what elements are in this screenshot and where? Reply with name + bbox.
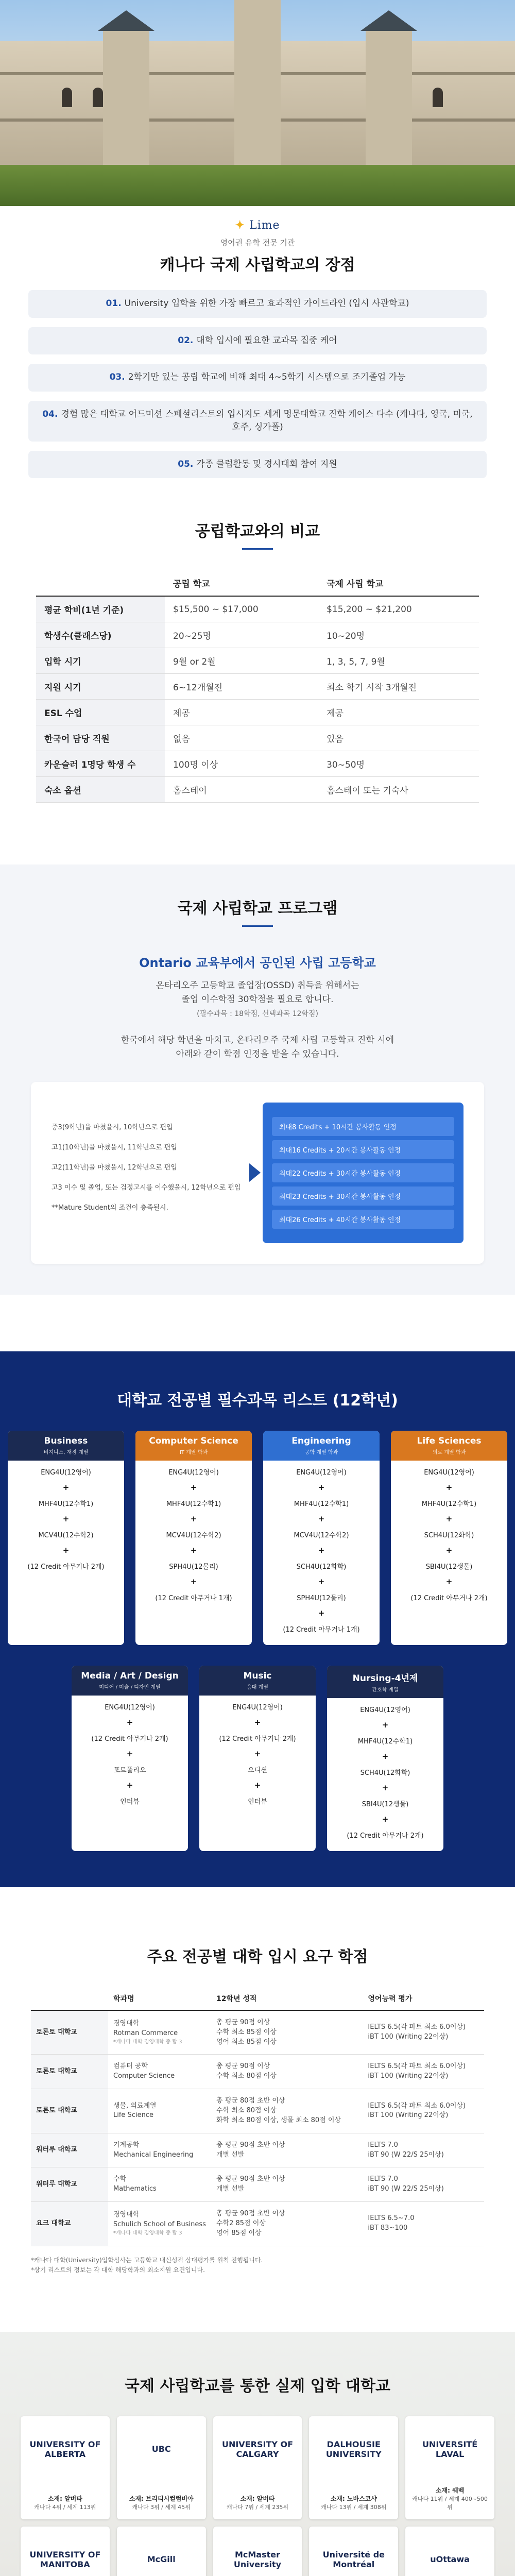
- university-location: 소재: 노바스코샤: [330, 2495, 377, 2503]
- course-name: Media / Art / Design: [81, 1670, 179, 1681]
- course-subjects: [391, 1461, 507, 1605]
- university-logo: Université de Montréal: [322, 2549, 385, 2569]
- major-cell: [108, 2133, 211, 2167]
- plus-sign: +: [445, 1482, 453, 1492]
- course-header: [72, 1666, 188, 1696]
- major-cell: [108, 2167, 211, 2202]
- table-cell: 카운슬러 1명당 학생 수: [36, 751, 165, 777]
- university-logo: uOttawa: [430, 2554, 470, 2565]
- table-cell: 홈스테이 또는 기숙사: [318, 777, 479, 803]
- course-subject: (12 Credit 아무거나 1개): [155, 1594, 232, 1602]
- table-row: [36, 596, 479, 622]
- course-subtitle: 간호학 계열: [372, 1687, 399, 1693]
- course-subtitle: 비지니스, 재경 계열: [43, 1449, 89, 1455]
- course-subject: (12 Credit 아무거나 1개): [283, 1625, 360, 1634]
- compare-table: [36, 570, 479, 803]
- intro-section: [0, 206, 515, 478]
- university-card: [117, 2527, 206, 2576]
- table-row: [36, 674, 479, 700]
- course-subject: ENG4U(12영어): [105, 1703, 155, 1711]
- course-subject: SCH4U(12화학): [424, 1531, 474, 1539]
- plus-sign: +: [445, 1514, 453, 1523]
- major-note: *캐나다 대학 경영대학 중 탑 3: [113, 2039, 182, 2045]
- course-header: [391, 1431, 507, 1461]
- table-row: [31, 2010, 484, 2055]
- major-en: Life Science: [113, 2111, 153, 2120]
- course-header: [8, 1431, 124, 1461]
- course-subject: 포트폴리오: [113, 1766, 146, 1774]
- university-card: [21, 2416, 110, 2519]
- university-name: 토론토 대학교: [31, 2010, 108, 2055]
- major-kr: 경영대학: [113, 2020, 140, 2028]
- course-subject: ENG4U(12영어): [41, 1468, 91, 1477]
- university-rank: 캐나다 7위 / 세계 235위: [226, 2504, 289, 2511]
- course-subject: MCV4U(12수학2): [38, 1531, 94, 1539]
- program-subtitle: Ontario 교육부에서 공인된 사립 고등학교: [139, 956, 376, 970]
- table-cell: 6~12개월전: [165, 674, 318, 700]
- plus-sign: +: [254, 1749, 261, 1758]
- table-cell: 제공: [318, 700, 479, 725]
- university-info: [129, 2494, 194, 2512]
- course-name: Business: [44, 1435, 88, 1446]
- course-header: [199, 1666, 316, 1696]
- plus-sign: +: [318, 1545, 325, 1555]
- course-card: [199, 1666, 316, 1851]
- table-cell: 학생수(클래스당): [36, 622, 165, 648]
- university-card: [309, 2416, 398, 2519]
- course-name: Nursing-4년제: [352, 1673, 418, 1684]
- english-requirement: IELTS 6.5~7.0 iBT 83~100: [363, 2202, 484, 2246]
- course-subjects: [199, 1696, 316, 1809]
- major-kr: 생물, 의료계열: [113, 2102, 157, 2110]
- major-kr: 기계공학: [113, 2141, 140, 2149]
- course-card: [391, 1431, 507, 1645]
- english-requirement: IELTS 7.0 iBT 90 (W 22/S 25이상): [363, 2167, 484, 2202]
- table-header-row: 학과명 12학년 성적 영어능력 평가: [31, 1987, 484, 2010]
- university-info: [227, 2494, 288, 2512]
- course-subject: MHF4U(12수학1): [421, 1500, 477, 1508]
- table-row: [31, 2167, 484, 2202]
- university-card: [309, 2527, 398, 2576]
- course-card: [135, 1431, 252, 1645]
- plus-sign: +: [254, 1780, 261, 1790]
- university-location: 소재: 퀘벡: [435, 2486, 465, 2494]
- table-row: [31, 2202, 484, 2246]
- course-subject: SBI4U(12생물): [425, 1563, 473, 1571]
- table-cell: $15,500 ~ $17,000: [165, 596, 318, 622]
- advantage-list: [28, 290, 487, 478]
- course-card: [72, 1666, 188, 1851]
- university-name: 토론토 대학교: [31, 2089, 108, 2133]
- course-subject: MHF4U(12수학1): [166, 1500, 221, 1508]
- course-subject: MHF4U(12수학1): [357, 1737, 413, 1745]
- table-cell: 20~25명: [165, 622, 318, 648]
- course-name: Life Sciences: [417, 1435, 482, 1446]
- plus-sign: +: [126, 1749, 133, 1758]
- course-subject: MCV4U(12수학2): [294, 1531, 349, 1539]
- course-header: [263, 1431, 380, 1461]
- section-title: 대학교 전공별 필수과목 리스트 (12학년): [117, 1391, 398, 1410]
- program-description: 온타리오주 고등학교 졸업장(OSSD) 취득을 위해서는 졸업 이수학점 30학점을 필요로 합니다. (필수과목 : 18학점, 선택과목 12학점): [156, 980, 359, 1019]
- course-name: Computer Science: [149, 1435, 238, 1446]
- courses-section: [0, 1351, 515, 1887]
- table-cell: 1, 3, 5, 7, 9월: [318, 648, 479, 674]
- grade-requirement: 총 평균 90점 초반 이상 수학2 85점 이상 영어 85점 이상: [211, 2202, 363, 2246]
- course-subject: SPH4U(12물리): [169, 1563, 218, 1571]
- university-logo: McMaster University: [233, 2549, 282, 2569]
- plus-sign: +: [254, 1717, 261, 1727]
- table-cell: 9월 or 2월: [165, 648, 318, 674]
- admission-note: *캐나다 대학(University)입학심사는 고등학교 내신성적 상대평가를 원칙 진행됩니다. *상기 리스트의 정보는 각 대학 해당학과의 최소지원 요건입니다.: [31, 2256, 263, 2274]
- course-subject: SCH4U(12화학): [296, 1563, 347, 1571]
- hero-image: [0, 0, 515, 206]
- grade-requirement: 총 평균 90점 이상 수학 최소 80점 이상: [211, 2055, 363, 2089]
- table-row: [31, 2133, 484, 2167]
- table-row: [36, 725, 479, 751]
- major-en: Schulich School of Business: [113, 2221, 206, 2229]
- course-subject: ENG4U(12영어): [232, 1703, 283, 1711]
- logo-text: Lime: [249, 219, 280, 232]
- admission-section: [0, 1887, 515, 2275]
- english-requirement: IELTS 6.5(각 파트 최소 6.0이상) iBT 100 (Writing 22이상): [363, 2055, 484, 2089]
- english-requirement: IELTS 6.5(각 파트 최소 6.0이상) iBT 100 (Writing 22이상): [363, 2010, 484, 2055]
- university-location: 소재: 알버타: [47, 2495, 82, 2503]
- table-cell: 10~20명: [318, 622, 479, 648]
- major-cell: [108, 2202, 211, 2246]
- plus-sign: +: [62, 1514, 70, 1523]
- credit-results: 최대8 Credits + 10시간 봉사활동 인정 최대16 Credits + 20시간 봉사활동 인정 최대22 Credits + 30시간 봉사활동 인정 최대23 Credits + 30시간 봉사활동 인정 최대26 Credits + 40시간 봉사활동 인정: [263, 1103, 464, 1243]
- plus-sign: +: [382, 1814, 389, 1824]
- university-card: [213, 2416, 302, 2519]
- course-subjects: [8, 1461, 124, 1574]
- course-subject: MHF4U(12수학1): [38, 1500, 94, 1508]
- university-logo: UNIVERSITÉ LAVAL: [422, 2439, 478, 2459]
- plus-sign: +: [190, 1577, 197, 1586]
- table-cell: ESL 수업: [36, 700, 165, 725]
- university-name: 워터루 대학교: [31, 2167, 108, 2202]
- brand-logo: ✦ Lime: [235, 218, 280, 232]
- course-name: Music: [243, 1670, 272, 1681]
- course-subject: 인터뷰: [120, 1798, 140, 1806]
- table-row: [31, 2055, 484, 2089]
- table-cell: 최소 학기 시작 3개월전: [318, 674, 479, 700]
- university-card: [117, 2416, 206, 2519]
- major-en: Rotman Commerce: [113, 2029, 178, 2037]
- university-info: [321, 2494, 386, 2512]
- major-en: Computer Science: [113, 2072, 175, 2080]
- course-subtitle: 공학 계열 학과: [304, 1449, 338, 1455]
- university-card: [21, 2527, 110, 2576]
- course-subject: (12 Credit 아무거나 2개): [219, 1735, 296, 1743]
- university-logo: UBC: [151, 2444, 171, 2454]
- advantage-item: 02. 대학 입시에 필요한 교과목 집중 케어: [28, 327, 487, 355]
- table-cell: 제공: [165, 700, 318, 725]
- grade-requirement: 총 평균 80점 초반 이상 수학 최소 80점 이상 화학 최소 80점 이상, 생물 최소 80점 이상: [211, 2089, 363, 2133]
- course-subject: (12 Credit 아무거나 2개): [410, 1594, 488, 1602]
- table-cell: 100명 이상: [165, 751, 318, 777]
- admission-table: [31, 1987, 484, 2246]
- university-logo: UNIVERSITY OF CALGARY: [221, 2439, 294, 2459]
- section-title: 국제 사립학교 프로그램: [0, 895, 515, 927]
- tagline: 영어권 유학 전문 기관: [220, 238, 295, 247]
- plus-sign: +: [382, 1751, 389, 1761]
- advantage-item: 01. University 입학을 위한 가장 빠르고 효과적인 가이드라인 (입시 사관학교): [28, 290, 487, 318]
- university-card: [213, 2527, 302, 2576]
- arrow-right-icon: [249, 1163, 261, 1182]
- course-card: [327, 1666, 443, 1851]
- plus-sign: +: [445, 1577, 453, 1586]
- grade-requirement: 총 평균 90점 이상 수학 최소 85점 이상 영어 최소 85점 이상: [211, 2010, 363, 2055]
- course-subjects: [135, 1461, 252, 1605]
- plus-sign: +: [62, 1482, 70, 1492]
- major-cell: [108, 2010, 211, 2055]
- course-subtitle: IT 계열 학과: [179, 1449, 208, 1455]
- major-kr: 컴퓨터 공학: [113, 2062, 148, 2071]
- program-section: [0, 865, 515, 1295]
- table-cell: 한국어 담당 직원: [36, 725, 165, 751]
- compare-section: [0, 487, 515, 803]
- course-header: [327, 1666, 443, 1698]
- table-cell: 30~50명: [318, 751, 479, 777]
- table-cell: 지원 시기: [36, 674, 165, 700]
- major-note: *캐나다 대학 경영대학 중 탑 3: [113, 2230, 182, 2236]
- plus-sign: +: [318, 1577, 325, 1586]
- university-rank: 캐나다 3위 / 세계 45위: [132, 2504, 191, 2511]
- plus-sign: +: [445, 1545, 453, 1555]
- plus-sign: +: [190, 1514, 197, 1523]
- university-logo: UNIVERSITY OF ALBERTA: [29, 2439, 101, 2459]
- section-title: 공립학교와의 비교: [0, 518, 515, 550]
- course-subtitle: 음대 계열: [247, 1684, 268, 1690]
- table-cell: 있음: [318, 725, 479, 751]
- course-row: [0, 1666, 515, 1851]
- table-row: [36, 751, 479, 777]
- course-subject: ENG4U(12영어): [360, 1706, 410, 1714]
- plus-sign: +: [318, 1608, 325, 1618]
- university-name: 토론토 대학교: [31, 2055, 108, 2089]
- university-rank: 캐나다 13위 / 세계 308위: [321, 2504, 387, 2511]
- university-location: 소재: 브리티시컬럼비아: [129, 2495, 194, 2503]
- plus-sign: +: [382, 1783, 389, 1792]
- credit-transfer-box: [31, 1082, 484, 1264]
- course-subtitle: 의료 계열 학과: [432, 1449, 466, 1455]
- advantage-item: 04. 경험 많은 대학교 어드미션 스페셜리스트의 입시지도 세계 명문대학교 진학 케이스 다수 (캐나다, 영국, 미국, 호주, 싱가폴): [28, 401, 487, 442]
- grade-requirement: 총 평균 90점 초반 이상 개별 선발: [211, 2167, 363, 2202]
- grade-requirement: 총 평균 90점 초반 이상 개별 선발: [211, 2133, 363, 2167]
- major-en: Mechanical Engineering: [113, 2150, 194, 2159]
- table-cell: 홈스테이: [165, 777, 318, 803]
- course-subject: SPH4U(12물리): [297, 1594, 346, 1602]
- course-subject: ENG4U(12영어): [168, 1468, 219, 1477]
- course-subject: 인터뷰: [248, 1798, 267, 1806]
- university-rank: 캐나다 11위 / 세계 400~500위: [412, 2495, 488, 2511]
- course-subject: MHF4U(12수학1): [294, 1500, 349, 1508]
- university-info: [34, 2494, 96, 2512]
- course-subject: (12 Credit 아무거나 2개): [27, 1563, 105, 1571]
- major-kr: 수학: [113, 2175, 127, 2183]
- course-subjects: [72, 1696, 188, 1809]
- course-subject: (12 Credit 아무거나 2개): [347, 1832, 424, 1840]
- university-logo: DALHOUSIE UNIVERSITY: [325, 2439, 382, 2459]
- table-header-row: 공립 학교 국제 사립 학교: [36, 570, 479, 596]
- university-info: [410, 2486, 489, 2512]
- table-row: [36, 777, 479, 803]
- course-card: [263, 1431, 380, 1645]
- plus-sign: +: [62, 1545, 70, 1555]
- course-header: [135, 1431, 252, 1461]
- course-subject: SCH4U(12화학): [360, 1769, 410, 1777]
- major-cell: [108, 2055, 211, 2089]
- advantage-item: 05. 각종 클럽활동 및 경시대회 참여 지원: [28, 451, 487, 479]
- university-name: 요크 대학교: [31, 2202, 108, 2246]
- english-requirement: IELTS 6.5(각 파트 최소 6.0이상) iBT 100 (Writing 22이상): [363, 2089, 484, 2133]
- course-subject: SBI4U(12생물): [362, 1800, 409, 1808]
- page-title: 캐나다 국제 사립학교의 장점: [160, 256, 355, 274]
- course-subject: (12 Credit 아무거나 2개): [91, 1735, 168, 1743]
- table-cell: 입학 시기: [36, 648, 165, 674]
- university-grid: [21, 2416, 494, 2576]
- english-requirement: IELTS 7.0 iBT 90 (W 22/S 25이상): [363, 2133, 484, 2167]
- university-card: [405, 2416, 494, 2519]
- course-subjects: [263, 1461, 380, 1637]
- course-subject: ENG4U(12영어): [424, 1468, 474, 1477]
- table-cell: 없음: [165, 725, 318, 751]
- plus-sign: +: [190, 1482, 197, 1492]
- university-name: 워터루 대학교: [31, 2133, 108, 2167]
- plus-sign: +: [126, 1780, 133, 1790]
- major-en: Mathematics: [113, 2185, 157, 2193]
- grade-conditions: 중3(9학년)을 마쳤을시, 10학년으로 편입 고1(10학년)을 마쳤을시, 11학년으로 편입 고2(11학년)을 마쳤을시, 12학년으로 편입 고3 이수 및 졸업, 또는 검정고시를 이수했을시, 12학년으로 편입 **Mature Student의 조건이 충족될시.: [52, 1124, 241, 1212]
- section-title: 주요 전공별 대학 입시 요구 학점: [147, 1947, 368, 1966]
- course-name: Engineering: [291, 1435, 351, 1446]
- course-subject: MCV4U(12수학2): [166, 1531, 221, 1539]
- advantage-item: 03. 2학기만 있는 공립 학교에 비해 최대 4~5학기 시스템으로 조기졸업 가능: [28, 364, 487, 392]
- plus-sign: +: [382, 1720, 389, 1730]
- major-cell: [108, 2089, 211, 2133]
- course-subject: 오디션: [248, 1766, 267, 1774]
- university-location: 소재: 알버타: [240, 2495, 275, 2503]
- course-subjects: [327, 1698, 443, 1843]
- table-cell: 숙소 옵션: [36, 777, 165, 803]
- plus-sign: +: [126, 1717, 133, 1727]
- course-subtitle: 미디어 / 미술 / 디자인 계열: [99, 1684, 161, 1690]
- university-logo: UNIVERSITY OF MANITOBA: [29, 2549, 101, 2569]
- program-description-2: 한국에서 해당 학년을 마치고, 온타리오주 국제 사립 고등학교 진학 시에 아래와 같이 학점 인정을 받을 수 있습니다.: [121, 1035, 394, 1059]
- university-card: [405, 2527, 494, 2576]
- course-row: [0, 1431, 515, 1645]
- plus-sign: +: [190, 1545, 197, 1555]
- table-row: [31, 2089, 484, 2133]
- table-row: [36, 648, 479, 674]
- section-title: 국제 사립학교를 통한 실제 입학 대학교: [125, 2377, 390, 2395]
- table-cell: $15,200 ~ $21,200: [318, 596, 479, 622]
- course-card: [8, 1431, 124, 1645]
- plus-sign: +: [318, 1514, 325, 1523]
- plus-sign: +: [318, 1482, 325, 1492]
- table-row: [36, 700, 479, 725]
- universities-section: [0, 2332, 515, 2576]
- university-logo: McGill: [147, 2554, 176, 2565]
- major-kr: 경영대학: [113, 2211, 140, 2219]
- table-cell: 평균 학비(1년 기준): [36, 596, 165, 622]
- table-row: [36, 622, 479, 648]
- course-subject: ENG4U(12영어): [296, 1468, 347, 1477]
- university-rank: 캐나다 4위 / 세계 113위: [34, 2504, 96, 2511]
